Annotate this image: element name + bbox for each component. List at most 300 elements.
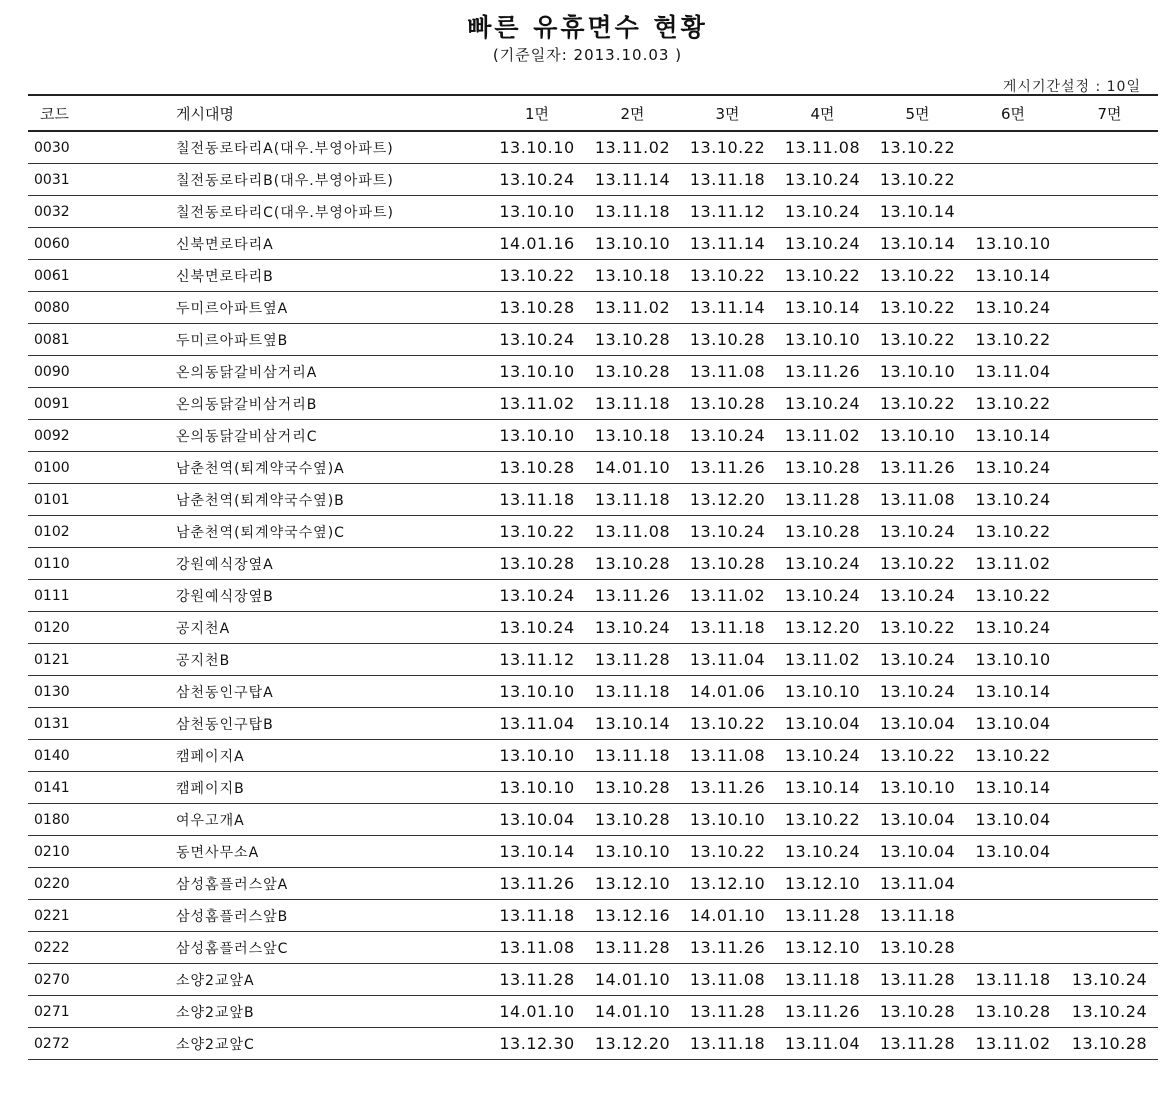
face-6-date: 13.11.04 — [965, 356, 1061, 388]
face-7-date: 13.10.28 — [1061, 1028, 1158, 1060]
face-3-date: 14.01.10 — [680, 900, 775, 932]
row-code: 0221 — [28, 900, 114, 932]
header-row — [28, 95, 1158, 131]
row-board-name: 캠페이지A — [114, 740, 489, 772]
face-3-date: 13.10.24 — [680, 420, 775, 452]
face-2-date: 13.11.18 — [585, 484, 680, 516]
face-7-date — [1061, 420, 1158, 452]
face-5-date: 13.10.28 — [870, 932, 965, 964]
face-2-date: 13.10.18 — [585, 260, 680, 292]
face-6-date: 13.10.14 — [965, 772, 1061, 804]
row-board-name: 칠전동로타리B(대우.부영아파트) — [114, 164, 489, 196]
table-row — [28, 868, 1158, 900]
face-3-date: 13.10.22 — [680, 836, 775, 868]
row-code: 0270 — [28, 964, 114, 996]
face-7-date — [1061, 708, 1158, 740]
table-row — [28, 228, 1158, 260]
face-1-date: 14.01.16 — [489, 228, 585, 260]
face-4-date: 13.11.04 — [775, 1028, 870, 1060]
face-5-date: 13.10.22 — [870, 612, 965, 644]
row-code: 0131 — [28, 708, 114, 740]
face-6-date — [965, 868, 1061, 900]
row-code: 0090 — [28, 356, 114, 388]
face-1-date: 13.10.14 — [489, 836, 585, 868]
table-row — [28, 804, 1158, 836]
row-code: 0080 — [28, 292, 114, 324]
face-4-date: 13.10.14 — [775, 772, 870, 804]
face-5-date: 13.10.24 — [870, 516, 965, 548]
row-board-name: 소양2교앞C — [114, 1028, 489, 1060]
face-3-date: 13.11.26 — [680, 932, 775, 964]
row-board-name: 남춘천역(퇴계약국수옆)B — [114, 484, 489, 516]
row-board-name: 삼천동인구탑B — [114, 708, 489, 740]
row-code: 0101 — [28, 484, 114, 516]
face-3-date: 13.11.08 — [680, 356, 775, 388]
face-2-date: 13.10.28 — [585, 548, 680, 580]
face-1-date: 13.11.12 — [489, 644, 585, 676]
reference-date: (기준일자: 2013.10.03 ) — [492, 46, 683, 64]
face-6-date: 13.10.04 — [965, 836, 1061, 868]
face-3-date: 13.10.22 — [680, 260, 775, 292]
face-3-date: 13.12.20 — [680, 484, 775, 516]
table-row — [28, 292, 1158, 324]
face-1-date: 13.10.24 — [489, 164, 585, 196]
face-2-date: 13.11.02 — [585, 131, 680, 164]
row-code: 0141 — [28, 772, 114, 804]
face-2-date: 13.10.28 — [585, 324, 680, 356]
row-code: 0102 — [28, 516, 114, 548]
face-3-date: 13.11.14 — [680, 228, 775, 260]
face-7-date — [1061, 228, 1158, 260]
face-7-date — [1061, 612, 1158, 644]
face-2-date: 13.10.28 — [585, 804, 680, 836]
face-2-date: 13.10.24 — [585, 612, 680, 644]
row-board-name: 두미르아파트옆B — [114, 324, 489, 356]
table-row — [28, 996, 1158, 1028]
face-7-date — [1061, 804, 1158, 836]
table-row — [28, 708, 1158, 740]
face-2-date: 13.11.28 — [585, 644, 680, 676]
face-4-date: 13.10.24 — [775, 164, 870, 196]
face-2-date: 13.11.18 — [585, 676, 680, 708]
face-5-date: 13.10.10 — [870, 420, 965, 452]
face-4-date: 13.10.22 — [775, 804, 870, 836]
row-code: 0061 — [28, 260, 114, 292]
face-7-date — [1061, 900, 1158, 932]
face-1-date: 13.11.26 — [489, 868, 585, 900]
face-6-date: 13.10.22 — [965, 740, 1061, 772]
header-face-6: 6면 — [965, 95, 1061, 131]
face-2-date: 13.12.10 — [585, 868, 680, 900]
posting-period-setting: 게시기간설정 : 10일 — [1002, 79, 1141, 95]
face-7-date — [1061, 452, 1158, 484]
face-7-date — [1061, 932, 1158, 964]
face-6-date: 13.10.24 — [965, 484, 1061, 516]
face-1-date: 13.11.08 — [489, 932, 585, 964]
face-5-date: 13.10.24 — [870, 644, 965, 676]
vacancy-table — [28, 94, 1158, 1060]
face-6-date — [965, 196, 1061, 228]
table-row — [28, 484, 1158, 516]
table-row — [28, 356, 1158, 388]
face-6-date: 13.10.14 — [965, 676, 1061, 708]
face-7-date — [1061, 740, 1158, 772]
row-code: 0121 — [28, 644, 114, 676]
face-1-date: 13.10.10 — [489, 196, 585, 228]
face-1-date: 13.10.10 — [489, 772, 585, 804]
face-1-date: 13.10.10 — [489, 420, 585, 452]
row-board-name: 온의동닭갈비삼거리B — [114, 388, 489, 420]
header-code: 코드 — [28, 95, 114, 131]
face-1-date: 13.10.10 — [489, 356, 585, 388]
table-row — [28, 580, 1158, 612]
face-6-date: 13.10.24 — [965, 452, 1061, 484]
face-5-date: 13.10.22 — [870, 740, 965, 772]
face-2-date: 13.10.10 — [585, 228, 680, 260]
row-code: 0140 — [28, 740, 114, 772]
face-3-date: 13.10.24 — [680, 516, 775, 548]
face-6-date: 13.10.04 — [965, 804, 1061, 836]
face-5-date: 13.10.24 — [870, 580, 965, 612]
face-5-date: 13.10.14 — [870, 228, 965, 260]
face-4-date: 13.10.22 — [775, 260, 870, 292]
face-1-date: 14.01.10 — [489, 996, 585, 1028]
face-3-date: 13.11.18 — [680, 164, 775, 196]
face-5-date: 13.10.28 — [870, 996, 965, 1028]
face-2-date: 13.11.18 — [585, 740, 680, 772]
face-1-date: 13.10.22 — [489, 260, 585, 292]
face-5-date: 13.11.18 — [870, 900, 965, 932]
face-1-date: 13.10.22 — [489, 516, 585, 548]
face-1-date: 13.10.24 — [489, 580, 585, 612]
face-6-date: 13.10.14 — [965, 260, 1061, 292]
row-board-name: 칠전동로타리C(대우.부영아파트) — [114, 196, 489, 228]
face-3-date: 13.11.28 — [680, 996, 775, 1028]
face-3-date: 14.01.06 — [680, 676, 775, 708]
face-4-date: 13.10.24 — [775, 196, 870, 228]
header-face-3: 3면 — [680, 95, 775, 131]
face-2-date: 13.11.28 — [585, 932, 680, 964]
row-code: 0060 — [28, 228, 114, 260]
face-5-date: 13.11.04 — [870, 868, 965, 900]
face-5-date: 13.10.22 — [870, 388, 965, 420]
face-3-date: 13.11.12 — [680, 196, 775, 228]
face-2-date: 13.11.18 — [585, 388, 680, 420]
face-5-date: 13.11.28 — [870, 964, 965, 996]
row-code: 0222 — [28, 932, 114, 964]
face-6-date: 13.10.22 — [965, 388, 1061, 420]
face-3-date: 13.11.08 — [680, 740, 775, 772]
row-code: 0100 — [28, 452, 114, 484]
face-3-date: 13.11.26 — [680, 452, 775, 484]
face-6-date: 13.10.24 — [965, 612, 1061, 644]
face-1-date: 13.11.18 — [489, 900, 585, 932]
face-7-date — [1061, 836, 1158, 868]
row-board-name: 캠페이지B — [114, 772, 489, 804]
face-3-date: 13.11.18 — [680, 612, 775, 644]
face-6-date — [965, 900, 1061, 932]
face-2-date: 13.10.10 — [585, 836, 680, 868]
face-5-date: 13.10.10 — [870, 356, 965, 388]
face-4-date: 13.11.28 — [775, 900, 870, 932]
row-code: 0081 — [28, 324, 114, 356]
face-2-date: 13.10.28 — [585, 772, 680, 804]
face-4-date: 13.11.26 — [775, 356, 870, 388]
face-2-date: 13.10.28 — [585, 356, 680, 388]
face-2-date: 13.11.18 — [585, 196, 680, 228]
face-6-date: 13.11.02 — [965, 1028, 1061, 1060]
face-6-date: 13.10.22 — [965, 580, 1061, 612]
table-row — [28, 131, 1158, 164]
row-board-name: 남춘천역(퇴계약국수옆)C — [114, 516, 489, 548]
face-3-date: 13.12.10 — [680, 868, 775, 900]
face-6-date: 13.10.22 — [965, 324, 1061, 356]
face-7-date — [1061, 644, 1158, 676]
row-board-name: 삼성홈플러스앞A — [114, 868, 489, 900]
face-4-date: 13.12.20 — [775, 612, 870, 644]
face-5-date: 13.10.10 — [870, 772, 965, 804]
face-4-date: 13.11.26 — [775, 996, 870, 1028]
row-code: 0111 — [28, 580, 114, 612]
face-5-date: 13.10.22 — [870, 164, 965, 196]
face-4-date: 13.10.04 — [775, 708, 870, 740]
face-5-date: 13.10.04 — [870, 804, 965, 836]
face-7-date — [1061, 548, 1158, 580]
row-board-name: 강원예식장옆A — [114, 548, 489, 580]
face-4-date: 13.10.24 — [775, 836, 870, 868]
face-7-date — [1061, 772, 1158, 804]
face-7-date — [1061, 580, 1158, 612]
row-board-name: 강원예식장옆B — [114, 580, 489, 612]
row-board-name: 온의동닭갈비삼거리A — [114, 356, 489, 388]
face-6-date: 13.10.10 — [965, 644, 1061, 676]
face-2-date: 14.01.10 — [585, 964, 680, 996]
face-1-date: 13.11.04 — [489, 708, 585, 740]
face-7-date — [1061, 260, 1158, 292]
face-6-date: 13.10.10 — [965, 228, 1061, 260]
row-code: 0180 — [28, 804, 114, 836]
row-board-name: 공지천A — [114, 612, 489, 644]
table-row — [28, 196, 1158, 228]
face-4-date: 13.10.10 — [775, 676, 870, 708]
face-6-date — [965, 164, 1061, 196]
face-5-date: 13.11.28 — [870, 1028, 965, 1060]
face-5-date: 13.10.22 — [870, 292, 965, 324]
table-row — [28, 772, 1158, 804]
face-5-date: 13.10.22 — [870, 131, 965, 164]
face-2-date: 13.11.02 — [585, 292, 680, 324]
row-code: 0091 — [28, 388, 114, 420]
face-4-date: 13.12.10 — [775, 868, 870, 900]
table-row — [28, 644, 1158, 676]
table-row — [28, 516, 1158, 548]
face-5-date: 13.11.26 — [870, 452, 965, 484]
face-7-date — [1061, 196, 1158, 228]
face-7-date — [1061, 484, 1158, 516]
face-3-date: 13.10.28 — [680, 548, 775, 580]
row-board-name: 동면사무소A — [114, 836, 489, 868]
face-2-date: 13.11.08 — [585, 516, 680, 548]
face-1-date: 13.10.10 — [489, 131, 585, 164]
row-board-name: 공지천B — [114, 644, 489, 676]
face-1-date: 13.10.28 — [489, 292, 585, 324]
table-row — [28, 740, 1158, 772]
face-4-date: 13.10.28 — [775, 452, 870, 484]
face-3-date: 13.10.28 — [680, 324, 775, 356]
face-6-date: 13.10.22 — [965, 516, 1061, 548]
row-code: 0271 — [28, 996, 114, 1028]
face-5-date: 13.10.04 — [870, 708, 965, 740]
face-2-date: 13.10.14 — [585, 708, 680, 740]
table-row — [28, 324, 1158, 356]
face-6-date: 13.10.04 — [965, 708, 1061, 740]
face-2-date: 14.01.10 — [585, 452, 680, 484]
face-1-date: 13.10.28 — [489, 548, 585, 580]
face-6-date: 13.10.28 — [965, 996, 1061, 1028]
face-1-date: 13.11.18 — [489, 484, 585, 516]
header-face-1: 1면 — [489, 95, 585, 131]
row-board-name: 남춘천역(퇴계약국수옆)A — [114, 452, 489, 484]
row-code: 0110 — [28, 548, 114, 580]
face-4-date: 13.11.08 — [775, 131, 870, 164]
face-7-date — [1061, 324, 1158, 356]
row-board-name: 삼성홈플러스앞C — [114, 932, 489, 964]
row-code: 0120 — [28, 612, 114, 644]
face-1-date: 13.10.28 — [489, 452, 585, 484]
table-row — [28, 900, 1158, 932]
face-4-date: 13.11.18 — [775, 964, 870, 996]
row-board-name: 두미르아파트옆A — [114, 292, 489, 324]
face-7-date — [1061, 131, 1158, 164]
face-5-date: 13.10.22 — [870, 548, 965, 580]
face-2-date: 13.12.16 — [585, 900, 680, 932]
face-5-date: 13.10.14 — [870, 196, 965, 228]
face-1-date: 13.10.10 — [489, 676, 585, 708]
row-code: 0031 — [28, 164, 114, 196]
row-board-name: 신북면로타리A — [114, 228, 489, 260]
face-2-date: 13.12.20 — [585, 1028, 680, 1060]
face-4-date: 13.10.24 — [775, 740, 870, 772]
row-board-name: 칠전동로타리A(대우.부영아파트) — [114, 131, 489, 164]
face-2-date: 14.01.10 — [585, 996, 680, 1028]
face-5-date: 13.10.22 — [870, 324, 965, 356]
table-row — [28, 932, 1158, 964]
row-board-name: 소양2교앞A — [114, 964, 489, 996]
face-2-date: 13.10.18 — [585, 420, 680, 452]
face-5-date: 13.10.22 — [870, 260, 965, 292]
table-row — [28, 388, 1158, 420]
face-4-date: 13.10.28 — [775, 516, 870, 548]
face-3-date: 13.11.18 — [680, 1028, 775, 1060]
face-3-date: 13.10.28 — [680, 388, 775, 420]
face-3-date: 13.11.02 — [680, 580, 775, 612]
row-board-name: 온의동닭갈비삼거리C — [114, 420, 489, 452]
face-1-date: 13.10.24 — [489, 324, 585, 356]
face-7-date — [1061, 516, 1158, 548]
face-6-date — [965, 131, 1061, 164]
header-face-4: 4면 — [775, 95, 870, 131]
row-code: 0032 — [28, 196, 114, 228]
header-face-7: 7면 — [1061, 95, 1158, 131]
face-5-date: 13.11.08 — [870, 484, 965, 516]
table-body — [28, 131, 1158, 1060]
table-row — [28, 548, 1158, 580]
row-board-name: 소양2교앞B — [114, 996, 489, 1028]
face-1-date: 13.11.28 — [489, 964, 585, 996]
face-7-date — [1061, 676, 1158, 708]
face-2-date: 13.11.26 — [585, 580, 680, 612]
row-board-name: 신북면로타리B — [114, 260, 489, 292]
row-code: 0210 — [28, 836, 114, 868]
face-7-date — [1061, 292, 1158, 324]
face-6-date: 13.11.18 — [965, 964, 1061, 996]
face-1-date: 13.11.02 — [489, 388, 585, 420]
face-4-date: 13.10.24 — [775, 548, 870, 580]
face-7-date — [1061, 868, 1158, 900]
row-code: 0272 — [28, 1028, 114, 1060]
table-row — [28, 612, 1158, 644]
row-code: 0030 — [28, 131, 114, 164]
header-face-5: 5면 — [870, 95, 965, 131]
row-code: 0130 — [28, 676, 114, 708]
row-code: 0092 — [28, 420, 114, 452]
face-3-date: 13.10.10 — [680, 804, 775, 836]
face-4-date: 13.10.14 — [775, 292, 870, 324]
face-1-date: 13.10.10 — [489, 740, 585, 772]
face-3-date: 13.11.04 — [680, 644, 775, 676]
face-4-date: 13.10.24 — [775, 580, 870, 612]
page-title: 빠른 유휴면수 현황 — [467, 13, 708, 42]
face-1-date: 13.10.24 — [489, 612, 585, 644]
face-5-date: 13.10.04 — [870, 836, 965, 868]
face-3-date: 13.11.08 — [680, 964, 775, 996]
table-row — [28, 836, 1158, 868]
table-row — [28, 1028, 1158, 1060]
table-row — [28, 164, 1158, 196]
face-1-date: 13.12.30 — [489, 1028, 585, 1060]
face-3-date: 13.10.22 — [680, 131, 775, 164]
face-7-date — [1061, 356, 1158, 388]
face-4-date: 13.11.02 — [775, 420, 870, 452]
face-4-date: 13.11.28 — [775, 484, 870, 516]
face-4-date: 13.10.24 — [775, 388, 870, 420]
table-row — [28, 260, 1158, 292]
face-4-date: 13.11.02 — [775, 644, 870, 676]
face-3-date: 13.10.22 — [680, 708, 775, 740]
face-7-date: 13.10.24 — [1061, 964, 1158, 996]
face-7-date — [1061, 388, 1158, 420]
row-board-name: 여우고개A — [114, 804, 489, 836]
face-7-date: 13.10.24 — [1061, 996, 1158, 1028]
table-row — [28, 676, 1158, 708]
face-6-date: 13.10.24 — [965, 292, 1061, 324]
face-7-date — [1061, 164, 1158, 196]
header-face-2: 2면 — [585, 95, 680, 131]
table-row — [28, 452, 1158, 484]
row-board-name: 삼성홈플러스앞B — [114, 900, 489, 932]
face-3-date: 13.11.26 — [680, 772, 775, 804]
face-3-date: 13.11.14 — [680, 292, 775, 324]
face-6-date: 13.11.02 — [965, 548, 1061, 580]
face-4-date: 13.10.10 — [775, 324, 870, 356]
face-1-date: 13.10.04 — [489, 804, 585, 836]
row-code: 0220 — [28, 868, 114, 900]
row-board-name: 삼천동인구탑A — [114, 676, 489, 708]
face-4-date: 13.10.24 — [775, 228, 870, 260]
header-name: 게시대명 — [114, 95, 489, 131]
face-5-date: 13.10.24 — [870, 676, 965, 708]
table-row — [28, 420, 1158, 452]
